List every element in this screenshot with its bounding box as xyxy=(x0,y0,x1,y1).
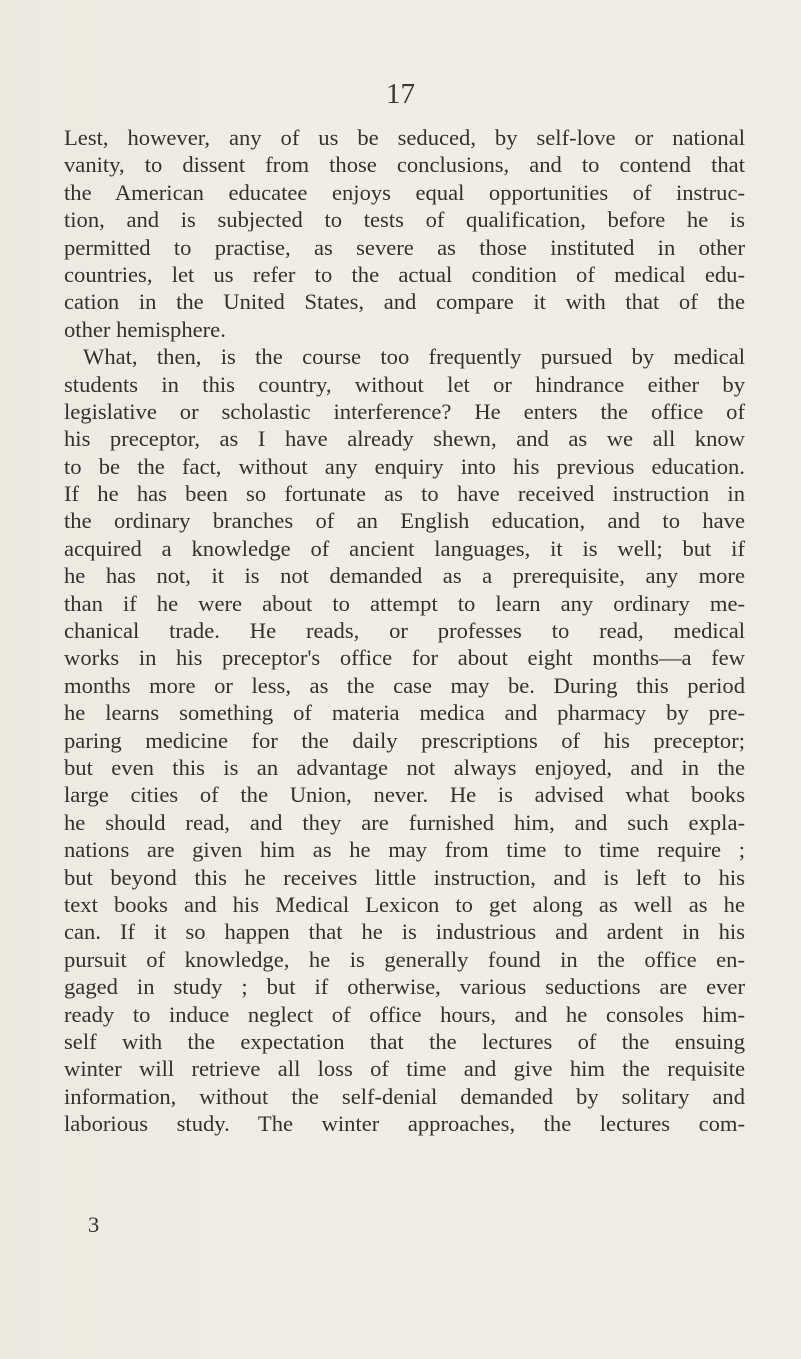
text-line: the ordinary branches of an English education, and to have xyxy=(64,508,745,534)
text-line: What, then, is the course too frequently pursued by medical xyxy=(83,344,745,370)
text-line: paring medicine for the daily prescriptions of his preceptor; xyxy=(64,727,745,753)
text-line: to be the fact, without any enquiry into his previous education. xyxy=(64,453,745,479)
text-line: he learns something of materia medica and pharmacy by pre- xyxy=(64,700,745,726)
text-line: pursuit of knowledge, he is generally found in the office en- xyxy=(64,946,745,972)
text-line: but even this is an advantage not always enjoyed, and in the xyxy=(64,754,745,780)
text-line: chanical trade. He reads, or professes to read, medical xyxy=(64,618,745,644)
text-line: but beyond this he receives little instruction, and is left to his xyxy=(64,864,745,890)
text-line: self with the expectation that the lectures of the ensuing xyxy=(64,1028,745,1054)
text-line: than if he were about to attempt to learn any ordinary me- xyxy=(64,590,745,616)
text-line: can. If it so happen that he is industrious and ardent in his xyxy=(64,919,745,945)
text-line: legislative or scholastic interference? He enters the office of xyxy=(64,398,745,424)
text-line: works in his preceptor's office for about eight months—a few xyxy=(64,645,745,671)
text-line: he should read, and they are furnished him, and such expla- xyxy=(64,809,745,835)
text-line: countries, let us refer to the actual condition of medical edu- xyxy=(64,261,745,287)
text-line: Lest, however, any of us be seduced, by self-love or national xyxy=(64,125,745,150)
text-line: information, without the self-denial demanded by solitary and xyxy=(64,1083,745,1109)
text-line: other hemisphere. xyxy=(64,316,226,342)
body-text xyxy=(64,124,745,1137)
text-line: nations are given him as he may from time to time require ; xyxy=(64,837,745,863)
text-line: large cities of the Union, never. He is advised what books xyxy=(64,782,745,808)
text-line: the American educatee enjoys equal opportunities of instruc- xyxy=(64,179,745,205)
text-line: vanity, to dissent from those conclusions, and to contend that xyxy=(64,152,745,178)
text-line: ready to induce neglect of office hours, and he consoles him- xyxy=(64,1001,745,1027)
page-number: 17 xyxy=(386,78,415,110)
text-line: months more or less, as the case may be. During this period xyxy=(64,672,745,698)
text-line: he has not, it is not demanded as a prerequisite, any more xyxy=(64,563,745,589)
text-line: gaged in study ; but if otherwise, various seductions are ever xyxy=(64,974,745,1000)
text-line: laborious study. The winter approaches, the lectures com- xyxy=(64,1111,745,1137)
text-line: permitted to practise, as severe as those instituted in other xyxy=(64,234,745,260)
text-line: winter will retrieve all loss of time and give him the requisite xyxy=(64,1056,745,1082)
text-line: cation in the United States, and compare it with that of the xyxy=(64,289,745,315)
text-line: students in this country, without let or hindrance either by xyxy=(64,371,745,397)
text-line: text books and his Medical Lexicon to get along as well as he xyxy=(64,891,745,917)
signature-mark: 3 xyxy=(88,1212,100,1237)
text-line: his preceptor, as I have already shewn, and as we all know xyxy=(64,426,745,452)
text-line: acquired a knowledge of ancient languages, it is well; but if xyxy=(64,535,745,561)
text-line: If he has been so fortunate as to have received instruction in xyxy=(64,481,745,507)
text-line: tion, and is subjected to tests of qualification, before he is xyxy=(64,207,745,233)
